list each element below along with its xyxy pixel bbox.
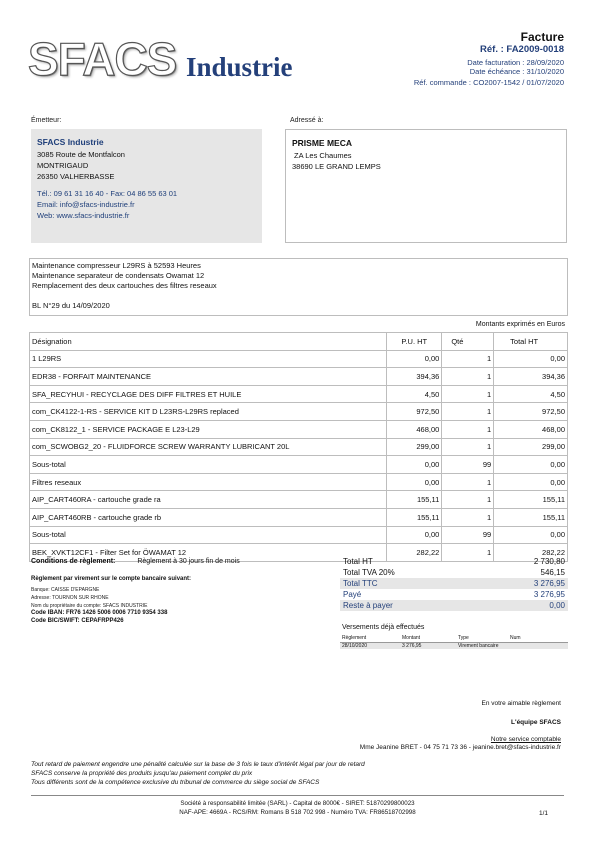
cell-quantity: 1: [442, 403, 494, 421]
totals-row: [340, 578, 568, 589]
totals-value: 3 276,95: [479, 578, 568, 589]
payments-title: Versements déjà effectués: [342, 624, 425, 631]
due-date: Date échéance : 31/10/2020: [469, 67, 564, 76]
payment-num: [508, 642, 568, 649]
totals-label: Reste à payer: [340, 600, 479, 611]
cell-total: 0,00: [494, 473, 568, 491]
table-row: [30, 526, 568, 544]
cell-unit-price: 972,50: [387, 403, 442, 421]
table-row: [30, 350, 568, 368]
cell-unit-price: 0,00: [387, 350, 442, 368]
cell-designation: com_CK4122-1-RS - SERVICE KIT D L23RS-L29RS replaced: [30, 403, 387, 421]
payments-table: [340, 635, 568, 649]
totals-value: 546,15: [540, 568, 565, 577]
bic: Code BIC/SWIFT: CEPAFRPP426: [31, 618, 124, 624]
cell-quantity: 1: [442, 491, 494, 509]
cell-total: 394,36: [494, 368, 568, 386]
description-line: Maintenance compresseur L29RS à 52593 Heures: [32, 261, 201, 270]
table-row: [30, 385, 568, 403]
cell-quantity: 1: [442, 544, 494, 562]
payments-header: Règlement: [340, 635, 400, 642]
cell-designation: com_SCWOBG2_20 - FLUIDFORCE SCREW WARRANTY LUBRICANT 20L: [30, 438, 387, 456]
bank-address: Adresse: TOURNON SUR RHONE: [31, 595, 109, 601]
totals-value: 0,00: [479, 600, 568, 611]
payment-conditions: [31, 558, 240, 565]
cell-unit-price: 468,00: [387, 420, 442, 438]
recipient-name: PRISME MECA: [292, 138, 352, 148]
recipient-box: [285, 129, 567, 243]
cell-total: 155,11: [494, 508, 568, 526]
invoice-date: Date facturation : 28/09/2020: [467, 58, 564, 67]
logo-industrie-text: Industrie: [186, 52, 293, 82]
payments-header: Montant: [400, 635, 456, 642]
payments-header-row: [340, 635, 568, 642]
table-row: [30, 508, 568, 526]
cell-total: 282,22: [494, 544, 568, 562]
payment-date: 28/10/2020: [340, 642, 400, 649]
cell-unit-price: 299,00: [387, 438, 442, 456]
cell-designation: EDR38 - FORFAIT MAINTENANCE: [30, 368, 387, 386]
cell-quantity: 1: [442, 368, 494, 386]
totals-row: [340, 567, 568, 578]
description-line: Maintenance separateur de condensats Owamat 12: [32, 271, 205, 280]
cell-unit-price: 0,00: [387, 526, 442, 544]
virement-title: Règlement par virement sur le compte bancaire suivant:: [31, 576, 192, 582]
emitter-web[interactable]: Web: www.sfacs-industrie.fr: [37, 211, 130, 220]
invoice-title: Facture: [520, 30, 564, 44]
totals-value: 2 730,80: [533, 557, 565, 566]
cell-total: 155,11: [494, 491, 568, 509]
payment-amount: 3 276,95: [400, 642, 456, 649]
cell-unit-price: 0,00: [387, 473, 442, 491]
cell-unit-price: 155,11: [387, 491, 442, 509]
emitter-label: Émetteur:: [31, 117, 62, 124]
currency-note: Montants exprimés en Euros: [475, 321, 565, 328]
cell-designation: com_CK8122_1 - SERVICE PACKAGE E L23-L29: [30, 420, 387, 438]
bank-name: Banque: CAISSE D'EPARGNE: [31, 587, 100, 593]
cell-designation: 1 L29RS: [30, 350, 387, 368]
cell-total: 0,00: [494, 350, 568, 368]
payments-header: Num: [508, 635, 568, 642]
account-owner: Nom du propriétaire du compte: SFACS INDUSTRIE: [31, 603, 148, 609]
items-table: [29, 332, 568, 562]
col-header-designation: Désignation: [30, 333, 387, 351]
cell-designation: Filtres reseaux: [30, 473, 387, 491]
cell-designation: Sous-total: [30, 456, 387, 474]
payments-header: Type: [456, 635, 508, 642]
footer-divider: [31, 795, 564, 796]
iban: Code IBAN: FR76 1426 5006 0006 7710 9354 338: [31, 610, 168, 616]
invoice-ref: Réf. : FA2009-0018: [480, 44, 564, 55]
emitter-email[interactable]: Email: info@sfacs-industrie.fr: [37, 200, 135, 209]
cell-quantity: 1: [442, 385, 494, 403]
emitter-phone: Tél.: 09 61 31 16 40 - Fax: 04 86 55 63 01: [37, 189, 178, 198]
table-row: [30, 420, 568, 438]
footer-company-info: Société à responsabilité limitée (SARL) - Capital de 8000€ - SIRET: 51870299800023: [180, 800, 415, 807]
accounting-service: Notre service comptable: [490, 736, 561, 743]
cell-total: 0,00: [494, 526, 568, 544]
team-signature: L'équipe SFACS: [511, 719, 561, 726]
cell-designation: AIP_CART460RB - cartouche grade rb: [30, 508, 387, 526]
totals-label: Total TVA 20%: [343, 568, 395, 577]
col-header-unit-price: P.U. HT: [387, 333, 442, 351]
recipient-address2: 38690 LE GRAND LEMPS: [292, 162, 381, 171]
table-header-row: [30, 333, 568, 351]
cell-total: 299,00: [494, 438, 568, 456]
cell-designation: BEK_XVKT12CF1 - Filter Set for ÖWAMAT 12: [30, 544, 387, 562]
totals-table: [340, 556, 568, 611]
cell-designation: SFA_RECYHUI - RECYCLAGE DES DIFF FILTRES ET HUILE: [30, 385, 387, 403]
footer-registration: NAF-APE: 4669A - RCS/RM: Romans B 518 702 998 - Numéro TVA: FR86518702998: [179, 809, 416, 816]
cell-quantity: 1: [442, 420, 494, 438]
table-row: [30, 438, 568, 456]
emitter-box: [31, 129, 262, 243]
cell-unit-price: 394,36: [387, 368, 442, 386]
logo-sfacs-text: SFACS: [28, 33, 177, 85]
table-row: [30, 491, 568, 509]
totals-row: [340, 556, 568, 567]
cell-unit-price: 282,22: [387, 544, 442, 562]
cell-unit-price: 155,11: [387, 508, 442, 526]
cell-quantity: 99: [442, 456, 494, 474]
cell-quantity: 1: [442, 508, 494, 526]
table-row: [30, 368, 568, 386]
totals-row: [340, 600, 568, 611]
conditions-label: Conditions de règlement:: [31, 558, 116, 565]
cell-total: 0,00: [494, 456, 568, 474]
description-line: Remplacement des deux cartouches des filtres reseaux: [32, 281, 217, 290]
cell-designation: Sous-total: [30, 526, 387, 544]
cell-designation: AIP_CART460RA - cartouche grade ra: [30, 491, 387, 509]
cell-quantity: 1: [442, 350, 494, 368]
totals-label: Total TTC: [340, 578, 479, 589]
cell-unit-price: 0,00: [387, 456, 442, 474]
accounting-contact: Mme Jeanine BRET - 04 75 71 73 36 - jeanine.bret@sfacs-industrie.fr: [359, 744, 561, 751]
delivery-note: BL N°29 du 14/09/2020: [32, 301, 110, 310]
page-number: 1/1: [539, 810, 549, 817]
totals-row: [340, 589, 568, 600]
cell-quantity: 1: [442, 473, 494, 491]
cell-total: 4,50: [494, 385, 568, 403]
description-box: [29, 258, 568, 316]
cell-unit-price: 4,50: [387, 385, 442, 403]
company-logo: [28, 34, 318, 84]
cell-total: 468,00: [494, 420, 568, 438]
recipient-address1: ZA Les Chaumes: [294, 151, 352, 160]
closing-line: En votre aimable règlement: [481, 700, 561, 707]
emitter-address3: 26350 VALHERBASSE: [37, 172, 115, 181]
totals-label: Total HT: [343, 557, 373, 566]
table-row: [30, 456, 568, 474]
legal-line: SFACS conserve la propriété des produits jusqu'au paiement complet du prix: [31, 770, 253, 777]
legal-line: Tous différents sont de la compétence exclusive du tribunal de commerce du siège social de SFACS: [31, 779, 320, 786]
emitter-address2: MONTRIGAUD: [37, 161, 89, 170]
order-ref: Réf. commande : CO2007-1542 / 01/07/2020: [413, 78, 564, 87]
totals-label: Payé: [343, 590, 362, 599]
col-header-total: Total HT: [494, 333, 568, 351]
table-row: [30, 403, 568, 421]
cell-quantity: 99: [442, 526, 494, 544]
totals-value: 3 276,95: [533, 590, 565, 599]
emitter-name: SFACS Industrie: [37, 137, 104, 147]
payment-type: Virement bancaire: [456, 642, 508, 649]
conditions-value: Règlement à 30 jours fin de mois: [137, 558, 240, 565]
col-header-quantity: Qté: [442, 333, 494, 351]
table-row: [30, 473, 568, 491]
payment-row: [340, 642, 568, 649]
recipient-label: Adressé à:: [290, 117, 324, 124]
emitter-address1: 3085 Route de Montfalcon: [37, 150, 125, 159]
cell-total: 972,50: [494, 403, 568, 421]
cell-quantity: 1: [442, 438, 494, 456]
legal-line: Tout retard de paiement engendre une pénalité calculée sur la base de 3 fois le taux d'intérêt légal par jour de retard: [31, 761, 365, 768]
